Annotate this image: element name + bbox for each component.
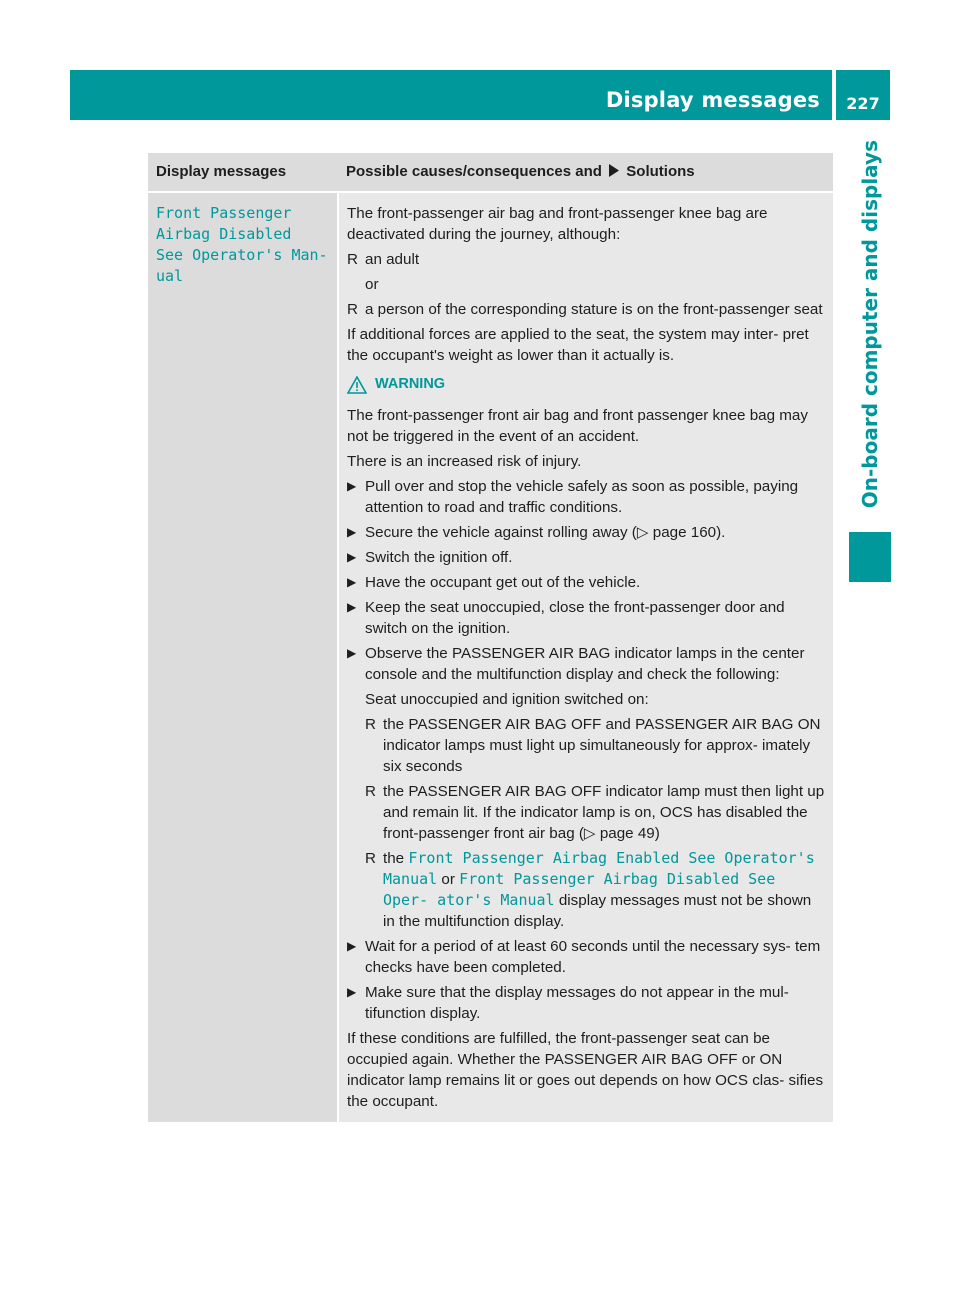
side-tab <box>849 140 891 540</box>
list-item: ▶ Switch the ignition off. <box>347 549 513 566</box>
header-bar <box>70 70 832 120</box>
sub-text-end: ) <box>654 825 660 842</box>
or-text: or <box>365 276 379 293</box>
seat-note: Seat unoccupied and ignition switched on: <box>365 691 649 708</box>
message-cell <box>148 192 338 1122</box>
list-item: ▶ Have the occupant get out of the vehicle. <box>347 574 641 591</box>
step-text: Pull over and stop the vehicle safely as soon as possible, paying attention to road and traffic conditions. <box>365 478 799 516</box>
table-header-row <box>148 153 833 192</box>
list-item: R an adult <box>347 251 420 268</box>
page-ref-text: page 160 <box>652 524 717 541</box>
step-text: Secure the vehicle against rolling away ( <box>365 524 637 541</box>
list-item: ▶ Make sure that the display messages do not appear in the mul- tifunction display. <box>347 984 789 1022</box>
page-reference <box>584 825 655 842</box>
step-text-end: ). <box>716 524 726 541</box>
solution-cell <box>338 192 833 1122</box>
list-item: ▶ Keep the seat unoccupied, close the front-passenger door and switch on the ignition. <box>347 599 785 637</box>
display-message-ref: Front Passenger Airbag Disabled See Oper‐ ator's Manual <box>383 870 776 909</box>
intro-text: The front-passenger air bag and front-passenger knee bag are deactivated during the journey, although: <box>347 205 768 243</box>
list-item: ▶ Secure the vehicle against rolling away (▷ page 160). <box>347 524 726 541</box>
col1-header: Display messages <box>148 153 338 192</box>
step-text: Wait for a period of at least 60 seconds until the necessary sys- tem checks have been completed. <box>365 938 821 976</box>
page-number-box <box>836 70 890 120</box>
step-text: Have the occupant get out of the vehicle. <box>365 574 641 591</box>
page-ref-icon: ▷ <box>636 524 653 541</box>
bullet-text: an adult <box>365 251 420 268</box>
col2-header <box>338 153 833 192</box>
bullet-text: a person of the corresponding stature is on the front-passenger seat <box>365 301 823 318</box>
page-number: 227 <box>846 94 880 113</box>
side-tab-marker <box>849 532 891 582</box>
final-text: If these conditions are fulfilled, the front-passenger seat can be occupied again. Whether the PASSENGER AIR BAG OFF or ON indicator lamp remains lit or goes out depends on how OCS clas- sifies the occupant. <box>347 1030 824 1110</box>
warning-text: There is an increased risk of injury. <box>347 453 582 470</box>
step-text: Observe the PASSENGER AIR BAG indicator lamps in the center console and the multifunction display and check the following: <box>365 645 805 683</box>
sub-text: the PASSENGER AIR BAG OFF and PASSENGER AIR BAG ON indicator lamps must light up simultaneously for approx- imately six seconds <box>383 716 821 775</box>
sub-text: the PASSENGER AIR BAG OFF indicator lamp must then light up and remain lit. If the indicator lamp is on, OCS has disabled the front-passenger front air bag ( <box>383 783 825 842</box>
step-text: Keep the seat unoccupied, close the front-passenger door and switch on the ignition. <box>365 599 785 637</box>
list-item: ▶ Pull over and stop the vehicle safely as soon as possible, paying attention to road and traffic conditions. <box>347 478 799 516</box>
header-title: Display messages <box>605 88 820 112</box>
arrow-right-icon <box>608 164 620 177</box>
message-line: Front Passenger <box>156 204 292 222</box>
table-row <box>148 192 833 1122</box>
sub-text: display messages must not be shown in the multifunction display. <box>383 892 812 930</box>
message-line: See Operator's Man‐ <box>156 246 328 264</box>
display-messages-table <box>148 153 833 1122</box>
list-item: ▶ Observe the PASSENGER AIR BAG indicator lamps in the center console and the multifunction display and check the following: <box>347 645 805 683</box>
page-ref-text: page 49 <box>599 825 655 842</box>
list-item: R the Front Passenger Airbag Enabled See Operator's Manual or Front Passenger Airbag Disabled See Oper‐ ator's Manual display messages must not be shown in the multifunction display. <box>365 849 815 930</box>
step-text: Switch the ignition off. <box>365 549 513 566</box>
list-item: ▶ Wait for a period of at least 60 seconds until the necessary sys- tem checks have been completed. <box>347 938 821 976</box>
message-line: ual <box>156 267 184 285</box>
step-text: Make sure that the display messages do not appear in the mul- tifunction display. <box>365 984 789 1022</box>
list-item: R a person of the corresponding stature is on the front-passenger seat <box>347 301 823 318</box>
sub-text: the <box>383 850 405 867</box>
col2-header-solutions: Solutions <box>626 163 695 180</box>
warning-text: The front-passenger front air bag and front passenger knee bag may not be triggered in the event of an accident. <box>347 407 808 445</box>
warning-label: WARNING <box>375 376 446 392</box>
warning-triangle-icon <box>347 376 367 394</box>
warning-heading <box>347 374 825 395</box>
message-line: Airbag Disabled <box>156 225 292 243</box>
col2-header-text: Possible causes/consequences and <box>346 163 602 180</box>
sub-text: or <box>441 871 455 888</box>
page-reference <box>637 524 716 541</box>
list-item: R the PASSENGER AIR BAG OFF and PASSENGER AIR BAG ON indicator lamps must light up simultaneously for approx- imately six seconds <box>365 716 821 775</box>
display-message-ref: Front Passenger Airbag Enabled See Operator's Manual <box>383 849 815 888</box>
page-ref-icon: ▷ <box>583 825 600 842</box>
additional-text: If additional forces are applied to the seat, the system may inter- pret the occupant's weight as lower than it actually is. <box>347 326 809 364</box>
side-tab-label: On-board computer and displays <box>858 140 882 509</box>
list-item: R the PASSENGER AIR BAG OFF indicator lamp must then light up and remain lit. If the indicator lamp is on, OCS has disabled the front-passenger front air bag (▷ page 49) <box>365 783 825 842</box>
